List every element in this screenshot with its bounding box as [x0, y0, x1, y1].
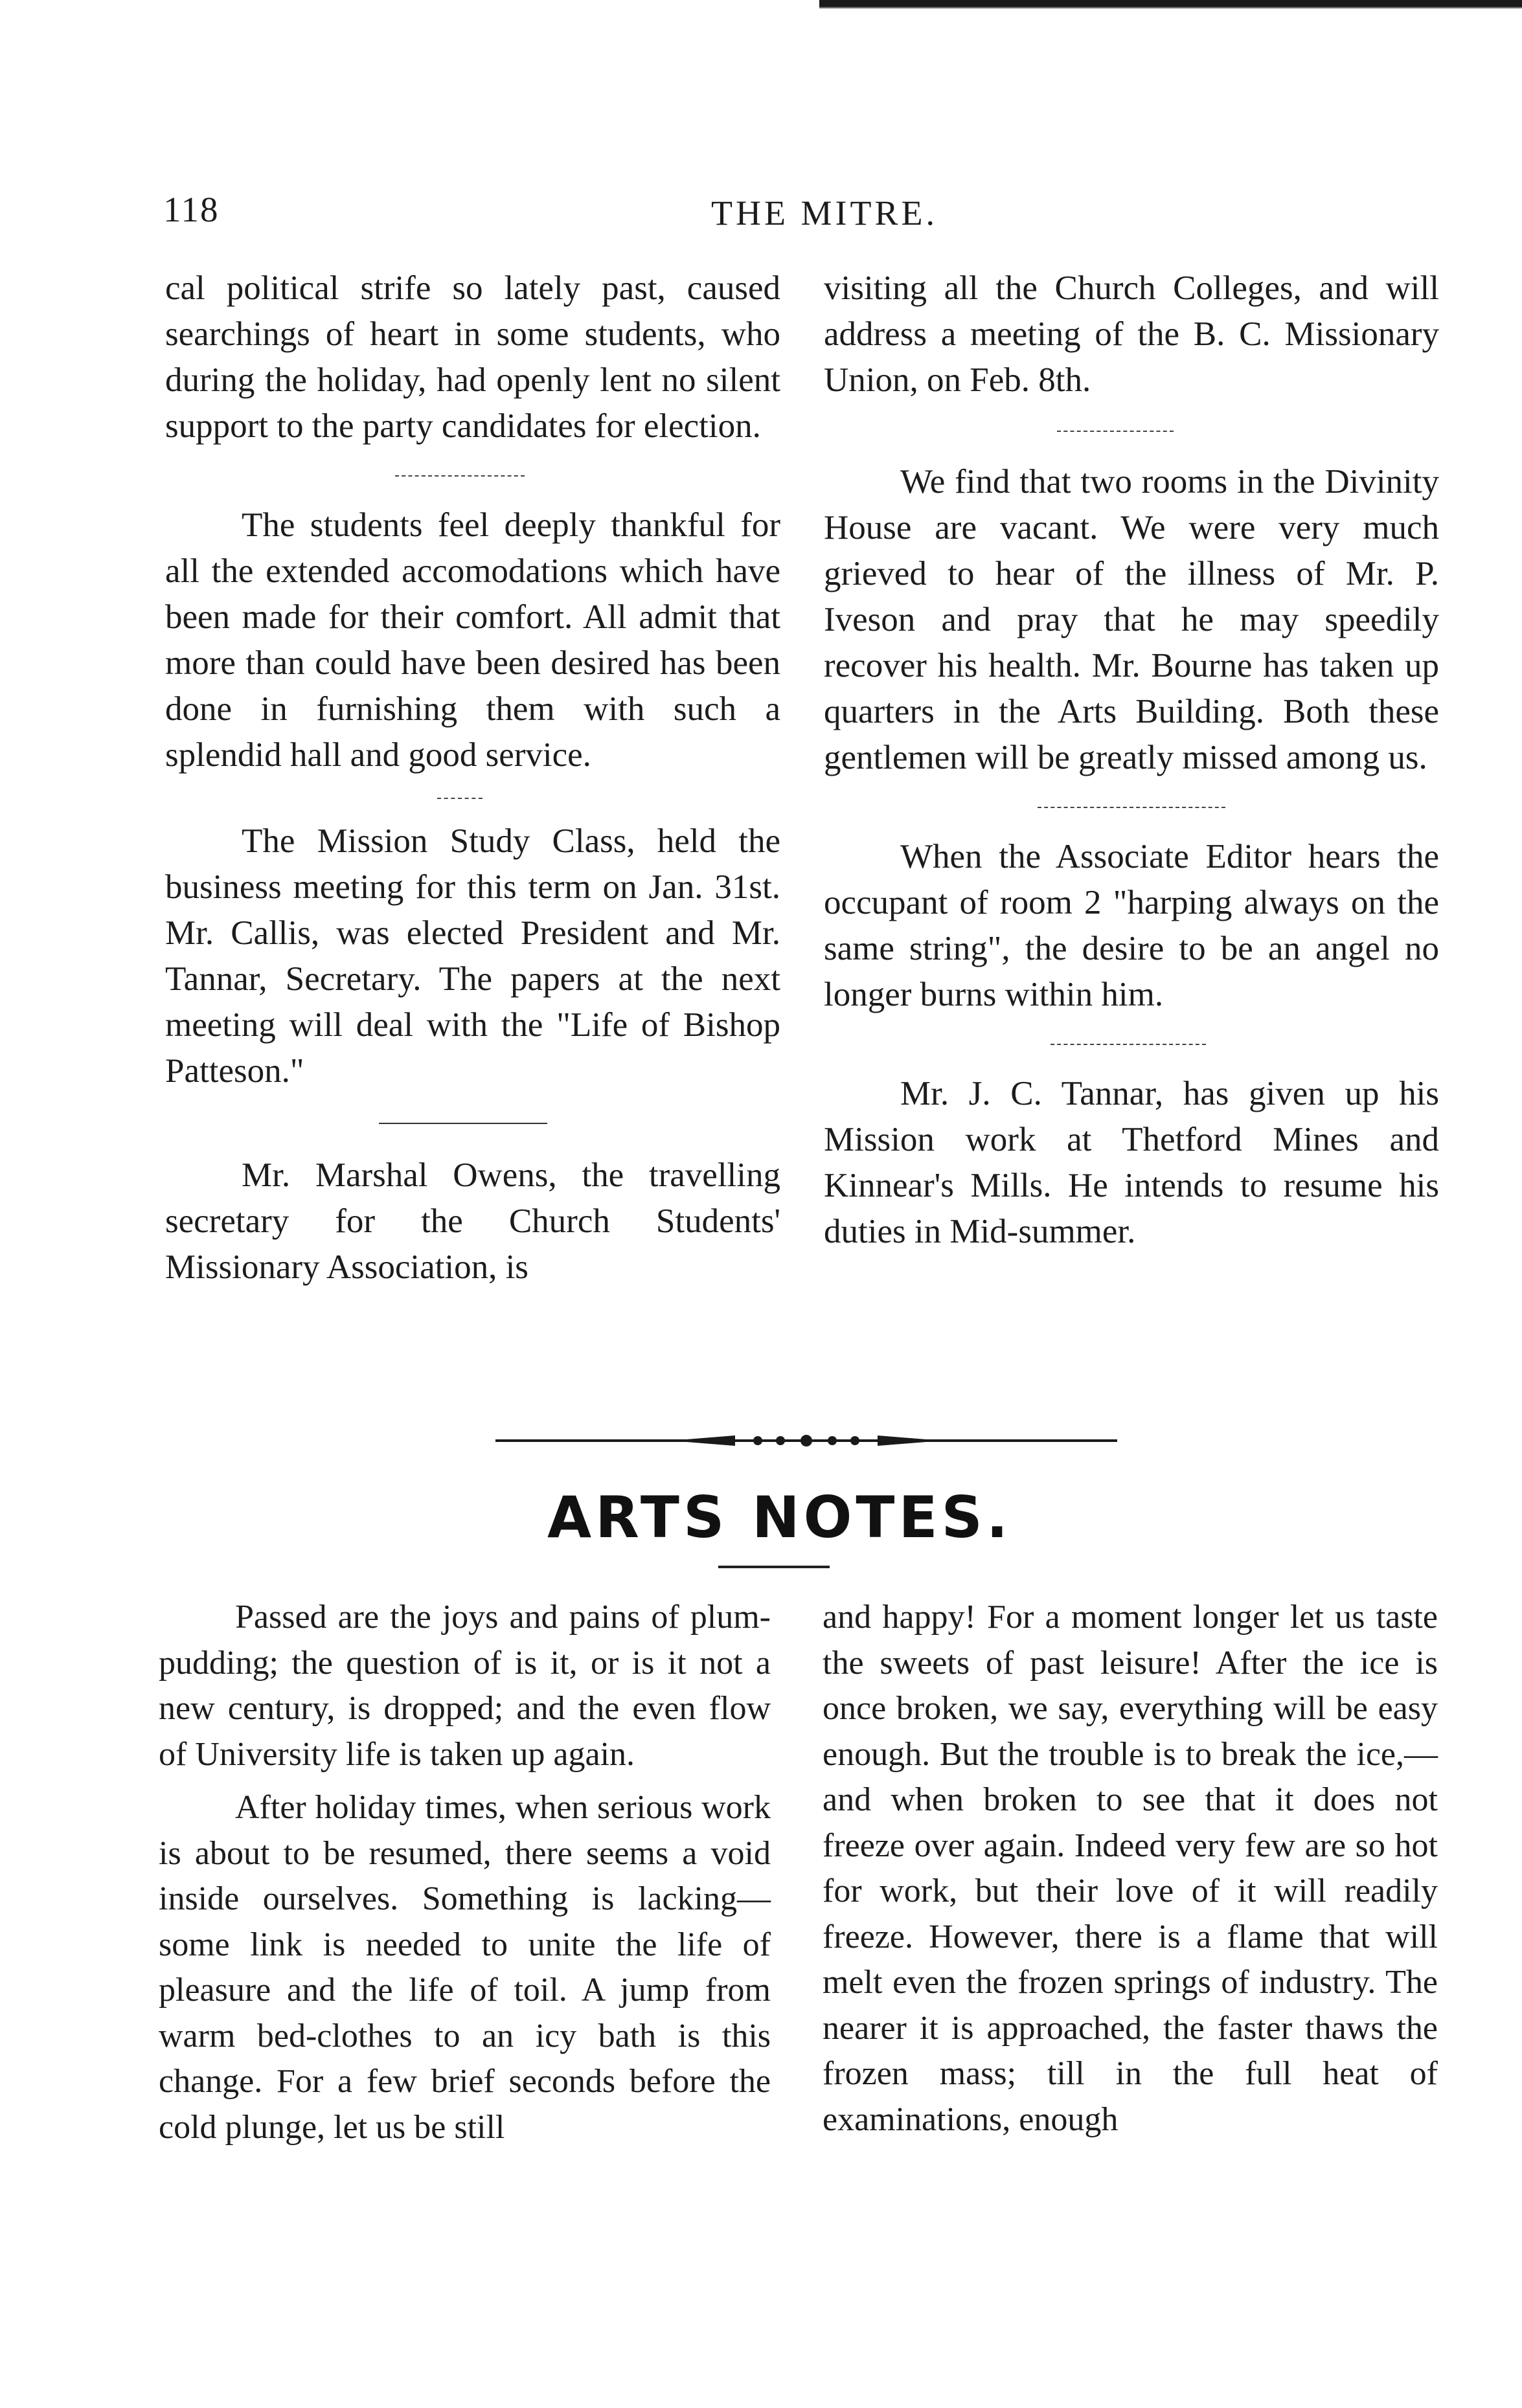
- paragraph-political-strife: cal political strife so lately past, caused searchings of heart in some students, who during the holiday, had openly lent no silent support to the party candidates for election.: [165, 269, 780, 445]
- paragraph-and-happy: and happy! For a moment longer let us taste the sweets of past leisure! After the ice is once broken, we say, everything will be easy enough. But the trouble is to break the ice,—and when broken to see that it does not freeze over again. Indeed very few are so hot for work, but their love of it will readily freeze. However, there is a flame that will melt even the frozen springs of industry. The nearer it is approached, the faster thaws the frozen mass; till in the full heat of examinations, enough: [823, 1599, 1438, 2138]
- paragraph-associate-editor: When the Associate Editor hears the occupant of room 2 "harping always on the same string", the desire to be an angel no longer burns within him.: [824, 838, 1439, 1013]
- column-left: [165, 265, 780, 1290]
- section-title: ARTS NOTES.: [547, 1484, 1012, 1551]
- separator-rule: [437, 798, 483, 799]
- paragraph-mission-study-class: The Mission Study Class, held the business meeting for this term on Jan. 31st. Mr. Callis, was elected President and Mr. Tannar, Secretary. The papers at the next meeting will deal with the "Life of Bishop Patteson.": [165, 822, 780, 1090]
- separator-rule: [395, 475, 525, 477]
- paragraph-holiday-times: After holiday times, when serious work is about to be resumed, there seems a void inside ourselves. Something is lacking—some link is needed to unite the life of pleasure and the life of toil. A jump from warm bed-clothes to an icy bath is this change. For a few brief seconds before the cold plunge, let us be still: [159, 1789, 771, 2146]
- paragraph-visiting-colleges: visiting all the Church Colleges, and will address a meeting of the B. C. Missionary Union, on Feb. 8th.: [824, 269, 1439, 399]
- separator-rule: [1051, 1044, 1206, 1045]
- paragraph-plum-pudding: Passed are the joys and pains of plum-pudding; the question of is it, or is it not a new century, is dropped; and the even flow of University life is taken up again.: [159, 1599, 771, 1773]
- separator-rule: [379, 1123, 547, 1124]
- paragraph-marshal-owens: Mr. Marshal Owens, the travelling secretary for the Church Students' Missionary Association, is: [165, 1156, 780, 1286]
- separator-rule: [1057, 431, 1174, 432]
- page-number: 118: [163, 190, 220, 229]
- ornamental-rule-icon: [495, 1428, 1117, 1454]
- top-edge-rule: [819, 0, 1522, 9]
- paragraph-tannar-mission: Mr. J. C. Tannar, has given up his Mission work at Thetford Mines and Kinnear's Mills. He intends to resume his duties in Mid-summer.: [824, 1075, 1439, 1250]
- paragraph-students-thankful: The students feel deeply thankful for all the extended accomodations which have been made for their comfort. All admit that more than could have been desired has been done in furnishing them with such a splendid hall and good service.: [165, 506, 780, 774]
- title-underline: [718, 1566, 830, 1568]
- paragraph-divinity-house: We find that two rooms in the Divinity House are vacant. We were very much grieved to hear of the illness of Mr. P. Iveson and pray that he may speedily recover his health. Mr. Bourne has taken up quarters in the Arts Building. Both these gentlemen will be greatly missed among us.: [824, 463, 1439, 776]
- arts-notes-left-column: [159, 1595, 771, 2150]
- column-right: [824, 265, 1439, 1255]
- separator-rule: [1038, 807, 1225, 808]
- arts-notes-right-column: [823, 1595, 1438, 2143]
- running-head: THE MITRE.: [711, 194, 938, 232]
